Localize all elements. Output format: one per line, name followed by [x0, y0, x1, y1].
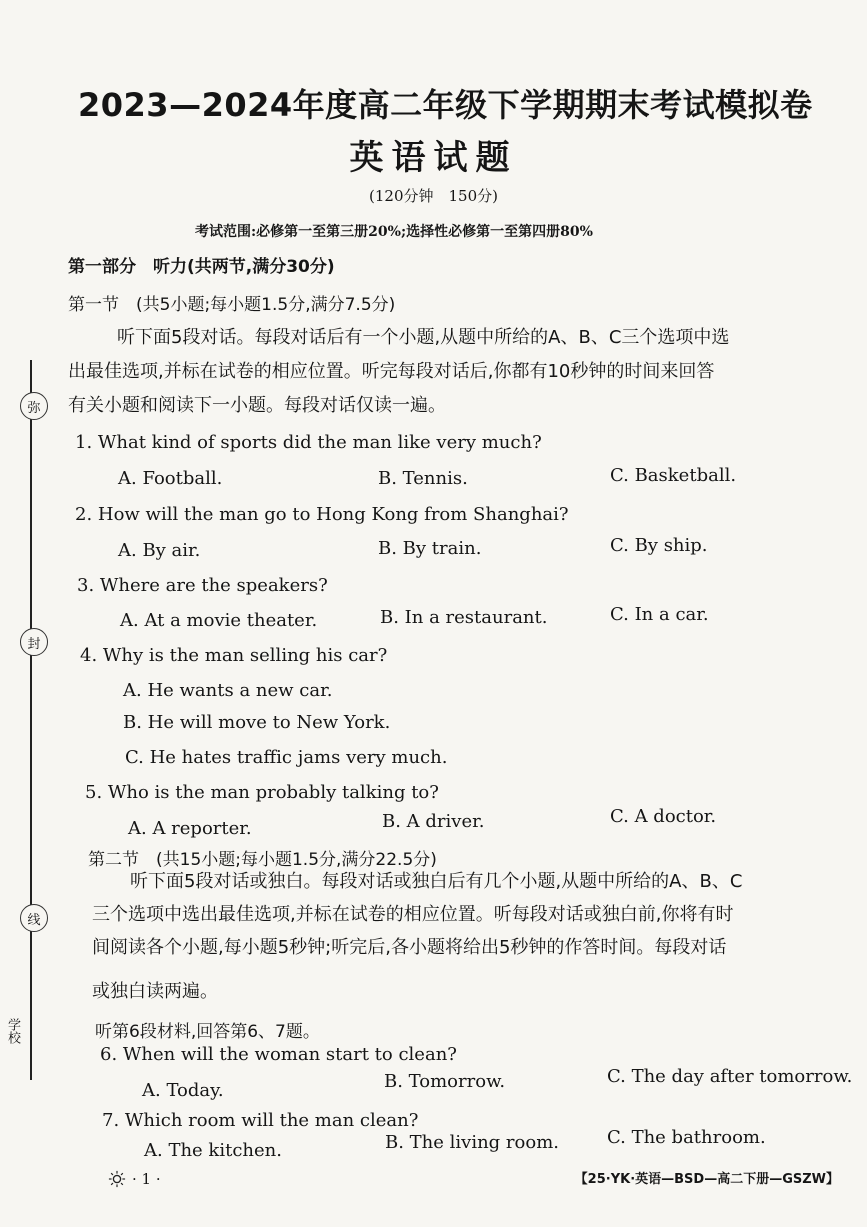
question-6-stem: 6. When will the woman start to clean? — [100, 1044, 457, 1065]
question-3-option-b: B. In a restaurant. — [380, 607, 548, 628]
question-5-option-a: A. A reporter. — [128, 818, 252, 839]
question-4-option-c: C. He hates traffic jams very much. — [125, 747, 448, 768]
question-5-option-b: B. A driver. — [382, 811, 485, 832]
section2-instr-line3: 间阅读各个小题,每小题5秒钟;听完后,各小题将给出5秒钟的作答时间。每段对话 — [92, 937, 727, 958]
question-4-stem: 4. Why is the man selling his car? — [80, 645, 388, 666]
section2-instr-line1: 听下面5段对话或独白。每段对话或独白后有几个小题,从题中所给的A、B、C — [130, 871, 743, 892]
question-7-stem: 7. Which room will the man clean? — [102, 1110, 419, 1131]
part-heading: 第一部分 听力(共两节,满分30分) — [68, 257, 335, 277]
subject-title: 英语试题 — [349, 138, 518, 178]
question-2-stem: 2. How will the man go to Hong Kong from Shanghai? — [75, 504, 569, 525]
section2-heading: 第二节 (共15小题;每小题1.5分,满分22.5分) — [88, 850, 437, 870]
seal-mark-xian: 线 — [20, 904, 48, 932]
question-1-stem: 1. What kind of sports did the man like very much? — [75, 432, 542, 453]
question-3-option-a: A. At a movie theater. — [120, 610, 318, 631]
question-1-option-b: B. Tennis. — [378, 468, 468, 489]
question-4-option-b: B. He will move to New York. — [123, 712, 391, 733]
question-7-option-a: A. The kitchen. — [144, 1140, 282, 1161]
question-6-option-c: C. The day after tomorrow. — [607, 1066, 853, 1087]
paper-code: 【25·YK·英语—BSD—高二下册—GSZW】 — [574, 1172, 839, 1187]
question-3-option-c: C. In a car. — [610, 604, 709, 625]
section1-instr-line2: 出最佳选项,并标在试卷的相应位置。听完每段对话后,你都有10秒钟的时间来回答 — [68, 361, 715, 382]
question-1-option-a: A. Football. — [118, 468, 223, 489]
school-label: 学校 — [5, 1018, 20, 1044]
question-7-option-b: B. The living room. — [385, 1132, 559, 1153]
page-number — [108, 1170, 161, 1188]
question-5-stem: 5. Who is the man probably talking to? — [85, 782, 439, 803]
section1-instr-line1: 听下面5段对话。每段对话后有一个小题,从题中所给的A、B、C三个选项中选 — [117, 327, 730, 348]
binding-line — [0, 360, 32, 1080]
question-7-option-c: C. The bathroom. — [607, 1127, 766, 1148]
section2-instr-line4: 或独白读两遍。 — [92, 981, 218, 1002]
question-2-option-c: C. By ship. — [610, 535, 708, 556]
section1-instr-line3: 有关小题和阅读下一小题。每段对话仅读一遍。 — [68, 395, 446, 416]
page-number-text: · 1 · — [132, 1170, 161, 1188]
question-2-option-a: A. By air. — [118, 540, 201, 561]
section2-instr-line2: 三个选项中选出最佳选项,并标在试卷的相应位置。听每段对话或独白前,你将有时 — [92, 904, 734, 925]
material-note: 听第6段材料,回答第6、7题。 — [95, 1022, 320, 1042]
question-4-option-a: A. He wants a new car. — [123, 680, 333, 701]
question-2-option-b: B. By train. — [378, 538, 482, 559]
question-6-option-b: B. Tomorrow. — [384, 1071, 506, 1092]
time-score: (120分钟 150分) — [369, 187, 498, 205]
question-6-option-a: A. Today. — [142, 1080, 224, 1101]
section1-heading: 第一节 (共5小题;每小题1.5分,满分7.5分) — [68, 295, 396, 315]
question-1-option-c: C. Basketball. — [610, 465, 737, 486]
exam-title: 2023—2024年度高二年级下学期期末考试模拟卷 — [78, 86, 813, 124]
exam-scope: 考试范围:必修第一至第三册20%;选择性必修第一至第四册80% — [195, 224, 593, 240]
question-3-stem: 3. Where are the speakers? — [77, 575, 328, 596]
seal-mark-mi: 弥 — [20, 392, 48, 420]
sun-icon — [108, 1170, 126, 1188]
question-5-option-c: C. A doctor. — [610, 806, 717, 827]
seal-mark-feng: 封 — [20, 628, 48, 656]
